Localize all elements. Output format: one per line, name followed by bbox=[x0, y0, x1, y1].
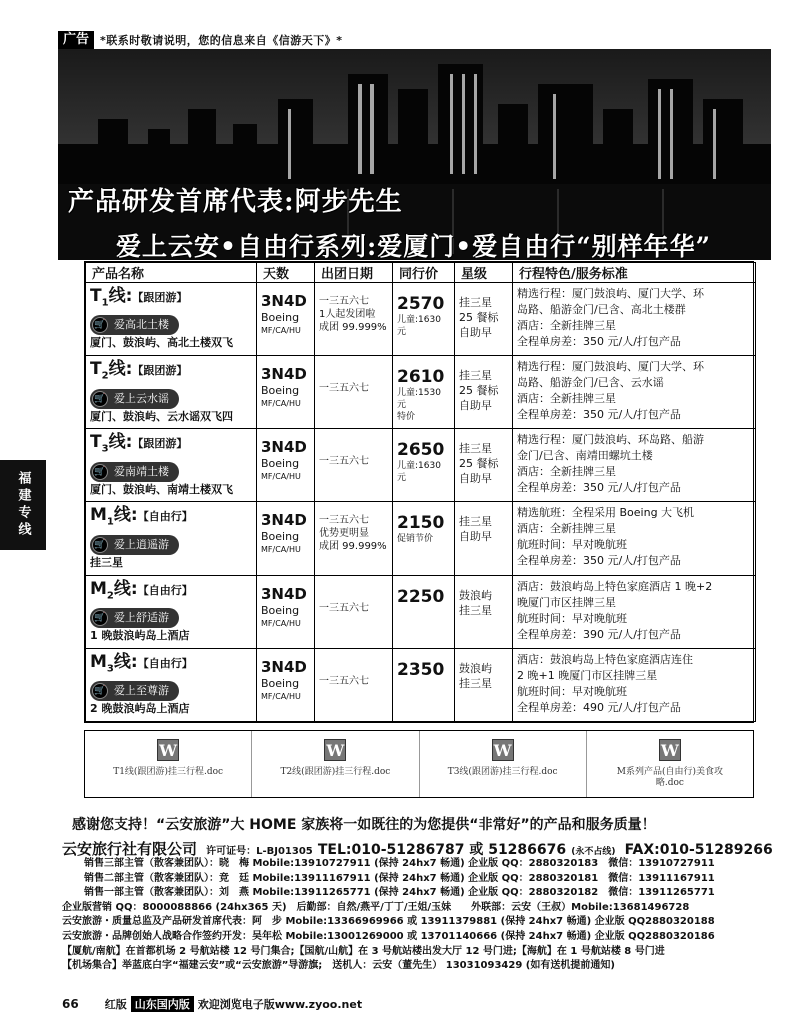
pill-label: 爱上至尊游 bbox=[114, 684, 169, 698]
cart-icon: 🛒 bbox=[92, 610, 108, 626]
line-type: 【跟团游】 bbox=[132, 437, 188, 451]
license-number: 许可证号：L-BJ01305 bbox=[206, 846, 313, 857]
price-cell bbox=[393, 575, 455, 648]
feature-line: 全程单房差：490 元/人/打包产品 bbox=[517, 700, 681, 714]
company-name: 云安旅行社有限公司 bbox=[62, 840, 198, 858]
line-name bbox=[90, 579, 252, 606]
price-cell bbox=[393, 648, 455, 721]
thanks-message: 感谢您支持！“云安旅游”大 HOME 家族将一如既往的为您提供“非常好”的产品和服务质量！ bbox=[72, 817, 656, 833]
word-doc-icon: W bbox=[157, 739, 179, 761]
star-cell bbox=[455, 648, 513, 721]
plane-type: Boeing bbox=[261, 457, 300, 471]
price-note: 儿童:1630 bbox=[397, 315, 441, 325]
product-cell bbox=[86, 648, 257, 721]
features-cell bbox=[513, 648, 756, 721]
departure-line: 一三五六七 bbox=[319, 515, 369, 527]
ad-tag: 广告 bbox=[58, 31, 94, 49]
star-line: 25 餐标 bbox=[459, 457, 499, 471]
star-line: 鼓浪屿 bbox=[459, 588, 492, 602]
doc-attachment[interactable] bbox=[85, 731, 252, 797]
route-text: 厦门、鼓浪屿、南靖土楼双飞 bbox=[90, 482, 233, 496]
line-letter: T bbox=[90, 359, 102, 380]
line-number: 1 bbox=[106, 516, 114, 528]
feature-line: 全程单房差：350 元/人/打包产品 bbox=[517, 408, 681, 422]
feature-line: 酒店：全新挂牌三星 bbox=[517, 319, 616, 332]
ad-strip bbox=[58, 31, 343, 49]
star-line: 挂三星 bbox=[459, 442, 492, 456]
header-product-name: 产品名称 bbox=[86, 263, 257, 283]
doc-filename: T3线(跟团游)挂三行程.doc bbox=[447, 767, 558, 777]
departure-line: 1人起发团啦 bbox=[319, 309, 376, 320]
plane-type: Boeing bbox=[261, 311, 300, 324]
feature-line: 酒店：鼓浪屿岛上特色家庭酒店连住 bbox=[517, 652, 693, 666]
company-tel: TEL:010-51286787 或 51286676 bbox=[317, 842, 567, 858]
departure-line: 一三五六七 bbox=[319, 383, 369, 395]
product-cell bbox=[86, 575, 257, 648]
product-pill bbox=[90, 681, 179, 701]
line-suffix: 线: bbox=[113, 505, 138, 526]
line-letter: T bbox=[90, 432, 102, 453]
pill-label: 爱南靖土楼 bbox=[114, 464, 169, 478]
feature-line: 酒店：全新挂牌三星 bbox=[517, 392, 616, 406]
star-line: 25 餐标 bbox=[459, 311, 499, 324]
company-line bbox=[62, 838, 773, 859]
word-doc-icon: W bbox=[324, 739, 346, 761]
edition-label: 红版 bbox=[104, 998, 127, 1011]
line-name bbox=[90, 286, 252, 313]
star-line: 鼓浪屿 bbox=[459, 661, 492, 675]
contact-list bbox=[62, 857, 774, 974]
star-line: 自助早 bbox=[459, 472, 492, 486]
product-pill bbox=[90, 462, 179, 482]
star-cell bbox=[455, 502, 513, 575]
features-cell bbox=[513, 283, 756, 356]
price-value: 2650 bbox=[397, 440, 445, 461]
line-number: 3 bbox=[101, 443, 109, 455]
line-number: 2 bbox=[101, 370, 109, 382]
star-cell bbox=[455, 429, 513, 502]
departure-cell bbox=[315, 283, 393, 356]
feature-line: 晚厦门市区挂牌三星 bbox=[517, 595, 616, 609]
table-row bbox=[86, 648, 756, 721]
route-text: 厦门、鼓浪屿、云水谣双飞四 bbox=[90, 409, 233, 423]
feature-line: 航班时间：早对晚航班 bbox=[517, 684, 627, 698]
price-note: 促销节价 bbox=[397, 534, 434, 545]
route-text: 1 晚鼓浪屿岛上酒店 bbox=[90, 629, 190, 643]
feature-line: 航班时间：早对晚航班 bbox=[517, 538, 627, 552]
cart-icon: 🛒 bbox=[92, 683, 108, 699]
departure-line: 一三五六七 bbox=[319, 296, 369, 307]
feature-line: 精选行程：厦门鼓浪屿、厦门大学、环 bbox=[517, 360, 704, 374]
plane-type: Boeing bbox=[261, 384, 300, 398]
feature-line: 全程单房差：350 元/人/打包产品 bbox=[517, 481, 681, 495]
price-note: 儿童:1630 bbox=[397, 461, 441, 472]
star-line: 自助早 bbox=[459, 326, 492, 339]
feature-line: 精选航班：全程采用 Boeing 大飞机 bbox=[517, 506, 695, 520]
days-cell bbox=[257, 429, 315, 502]
line-suffix: 线: bbox=[113, 578, 138, 599]
airlines: MF/CA/HU bbox=[261, 472, 301, 482]
star-cell bbox=[455, 356, 513, 429]
table-row bbox=[86, 429, 756, 502]
price-note: 元 bbox=[397, 400, 407, 411]
contact-line: 【厦航/南航】在首都机场 2 号航站楼 12 号门集合;【国航/山航】在 3 号航站楼出发大厅 12 号门进;【海航】在 1 号航站楼 8 号门进 bbox=[62, 945, 665, 957]
tel-note: (永不占线) bbox=[571, 847, 616, 857]
line-letter: T bbox=[90, 286, 102, 306]
line-number: 2 bbox=[106, 590, 114, 602]
contact-line: 企业版营销 QQ：8000088866 (24hx365 天) 后勤部：自然/燕平/丁丁/王姐/玉妹 外联部：云安（王叔）Mobile:13681496728 bbox=[62, 901, 690, 913]
airlines: MF/CA/HU bbox=[261, 618, 301, 628]
doc-filename: T2线(跟团游)挂三行程.doc bbox=[280, 767, 391, 777]
doc-attachments bbox=[84, 730, 754, 798]
departure-line: 一三五六七 bbox=[319, 675, 369, 687]
days-cell bbox=[257, 648, 315, 721]
feature-line: 2 晚+1 晚厦门市区挂牌三星 bbox=[517, 668, 658, 682]
departure-line: 优势更明显 bbox=[319, 528, 369, 540]
header-days: 天数 bbox=[257, 263, 315, 283]
line-suffix: 线: bbox=[108, 286, 133, 306]
days-value: 3N4D bbox=[261, 292, 307, 310]
departure-cell bbox=[315, 575, 393, 648]
header-features: 行程特色/服务标准 bbox=[513, 263, 756, 283]
cart-icon: 🛒 bbox=[92, 317, 108, 333]
price-value: 2610 bbox=[397, 367, 445, 388]
plane-type: Boeing bbox=[261, 530, 300, 544]
doc-attachment[interactable] bbox=[420, 731, 587, 797]
product-pill bbox=[90, 535, 179, 555]
product-cell bbox=[86, 283, 257, 356]
departure-cell bbox=[315, 648, 393, 721]
pill-label: 爱上舒适游 bbox=[114, 611, 169, 625]
departure-line: 成团 99.999% bbox=[319, 541, 387, 553]
star-line: 自助早 bbox=[459, 399, 492, 413]
features-cell bbox=[513, 575, 756, 648]
star-line: 自助早 bbox=[459, 530, 492, 544]
price-value: 2150 bbox=[397, 513, 445, 534]
departure-cell bbox=[315, 502, 393, 575]
departure-cell bbox=[315, 356, 393, 429]
line-name bbox=[90, 359, 252, 386]
star-cell bbox=[455, 575, 513, 648]
price-note: 儿童:1530 bbox=[397, 388, 441, 399]
price-cell bbox=[393, 283, 455, 356]
feature-line: 酒店：全新挂牌三星 bbox=[517, 465, 616, 479]
feature-line: 航班时间：早对晚航班 bbox=[517, 611, 627, 625]
plane-type: Boeing bbox=[261, 676, 300, 690]
days-value: 3N4D bbox=[261, 657, 307, 676]
hero-subtitle: 爱上云安•自由行系列:爱厦门•爱自由行“别样年华” bbox=[116, 232, 711, 260]
days-value: 3N4D bbox=[261, 584, 307, 603]
line-suffix: 线: bbox=[113, 651, 138, 672]
days-cell bbox=[257, 575, 315, 648]
cart-icon: 🛒 bbox=[92, 464, 108, 480]
price-cell bbox=[393, 429, 455, 502]
price-value: 2570 bbox=[397, 294, 445, 314]
page-footer bbox=[62, 996, 362, 1012]
product-pill bbox=[90, 315, 179, 335]
price-cell bbox=[393, 356, 455, 429]
hero-title: 产品研发首席代表:阿步先生 bbox=[68, 187, 403, 217]
price-cell bbox=[393, 502, 455, 575]
days-value: 3N4D bbox=[261, 438, 307, 457]
feature-line: 酒店：鼓浪屿岛上特色家庭酒店 1 晚+2 bbox=[517, 579, 713, 593]
table-row bbox=[86, 575, 756, 648]
company-fax: FAX:010-51289266 bbox=[624, 842, 773, 858]
contact-line: 销售二部主管（散客兼团队）：竞 廷 Mobile:13911167911 (保持 24hx7 畅通) 企业版 QQ：2880320181 微信：13911167911 bbox=[84, 872, 715, 884]
features-cell bbox=[513, 502, 756, 575]
features-cell bbox=[513, 429, 756, 502]
airlines: MF/CA/HU bbox=[261, 326, 301, 335]
line-name bbox=[90, 505, 252, 532]
line-name bbox=[90, 652, 252, 679]
product-cell bbox=[86, 429, 257, 502]
price-note: 元 bbox=[397, 327, 407, 337]
airlines: MF/CA/HU bbox=[261, 399, 301, 409]
line-letter: M bbox=[90, 578, 107, 599]
airlines: MF/CA/HU bbox=[261, 545, 301, 555]
star-line: 挂三星 bbox=[459, 369, 492, 383]
contact-line: 云安旅游・品牌创始人战略合作签约开发：吴年松 Mobile:13001269000 或 13701140666 (保持 24hx7 畅通) 企业版 QQ2880320186 bbox=[62, 930, 715, 942]
feature-line: 精选行程：厦门鼓浪屿、厦门大学、环 bbox=[517, 287, 704, 300]
feature-line: 全程单房差：350 元/人/打包产品 bbox=[517, 554, 681, 568]
section-label: 山东国内版 bbox=[131, 996, 194, 1012]
header-departure: 出团日期 bbox=[315, 263, 393, 283]
price-value: 2250 bbox=[397, 586, 445, 607]
line-type: 【跟团游】 bbox=[132, 364, 188, 378]
price-note: 特价 bbox=[397, 412, 416, 423]
product-cell bbox=[86, 502, 257, 575]
departure-line: 一三五六七 bbox=[319, 456, 369, 468]
table-header-row bbox=[86, 263, 756, 283]
contact-line: 云安旅游・质量总监及产品研发首席代表：阿 步 Mobile:13366969966 或 13911379881 (保持 24hx7 畅通) 企业版 QQ2880320188 bbox=[62, 916, 715, 928]
page-number: 66 bbox=[62, 997, 79, 1011]
table-row bbox=[86, 502, 756, 575]
days-value: 3N4D bbox=[261, 511, 307, 530]
departure-line: 成团 99.999% bbox=[319, 322, 387, 333]
feature-line: 岛路、船游金门/已含、云水谣 bbox=[517, 376, 664, 390]
plane-type: Boeing bbox=[261, 603, 300, 617]
feature-line: 全程单房差：350 元/人/打包产品 bbox=[517, 335, 681, 348]
word-doc-icon: W bbox=[492, 739, 514, 761]
hero-banner bbox=[58, 49, 771, 260]
line-name bbox=[90, 432, 252, 459]
days-cell bbox=[257, 356, 315, 429]
star-cell bbox=[455, 283, 513, 356]
line-suffix: 线: bbox=[108, 432, 133, 453]
line-letter: M bbox=[90, 651, 107, 672]
header-star: 星级 bbox=[455, 263, 513, 283]
route-text: 2 晚鼓浪屿岛上酒店 bbox=[90, 702, 190, 716]
feature-line: 酒店：全新挂牌三星 bbox=[517, 522, 616, 536]
contact-line: 销售三部主管（散客兼团队）：晓 梅 Mobile:13910727911 (保持 24hx7 畅通) 企业版 QQ：2880320183 微信：13910727911 bbox=[84, 858, 715, 869]
header-price: 同行价 bbox=[393, 263, 455, 283]
days-cell bbox=[257, 283, 315, 356]
cart-icon: 🛒 bbox=[92, 537, 108, 553]
feature-line: 金门/已含、南靖田螺坑土楼 bbox=[517, 449, 653, 463]
doc-attachment[interactable] bbox=[252, 731, 419, 797]
side-tab bbox=[0, 460, 46, 550]
star-line: 挂三星 bbox=[459, 676, 492, 690]
welcome-text: 欢迎浏览电子版www.zyoo.net bbox=[197, 998, 363, 1011]
word-doc-icon: W bbox=[659, 739, 681, 761]
departure-cell bbox=[315, 429, 393, 502]
cart-icon: 🛒 bbox=[92, 391, 108, 407]
pill-label: 爱高北土楼 bbox=[114, 318, 169, 332]
route-text: 厦门、鼓浪屿、高北土楼双飞 bbox=[90, 336, 233, 350]
star-line: 25 餐标 bbox=[459, 384, 499, 398]
product-cell bbox=[86, 356, 257, 429]
line-number: 1 bbox=[101, 297, 109, 309]
days-value: 3N4D bbox=[261, 365, 307, 384]
line-letter: M bbox=[90, 505, 107, 526]
pill-label: 爱上逍遥游 bbox=[114, 537, 169, 551]
table-row bbox=[86, 283, 756, 356]
pill-label: 爱上云水谣 bbox=[114, 391, 169, 405]
table-row bbox=[86, 356, 756, 429]
line-suffix: 线: bbox=[108, 359, 133, 380]
days-cell bbox=[257, 502, 315, 575]
product-pill bbox=[90, 389, 179, 409]
feature-line: 精选行程：厦门鼓浪屿、环岛路、船游 bbox=[517, 433, 704, 447]
ad-note: *联系时敬请说明，您的信息来自《信游天下》* bbox=[100, 34, 343, 47]
star-line: 挂三星 bbox=[459, 603, 492, 617]
side-tab-label: 福建专线 bbox=[15, 471, 31, 539]
line-type: 【自由行】 bbox=[137, 656, 193, 670]
contact-line: 【机场集合】举蓝底白字“福建云安”或“云安旅游”导游旗; 送机人：云安（董先生） 13031093429 (如有送机提前通知) bbox=[62, 960, 615, 972]
line-type: 【自由行】 bbox=[137, 510, 193, 524]
feature-line: 岛路、船游金门/已含、高北土楼群 bbox=[517, 303, 686, 316]
airlines: MF/CA/HU bbox=[261, 691, 301, 701]
departure-line: 一三五六七 bbox=[319, 602, 369, 614]
feature-line: 全程单房差：390 元/人/打包产品 bbox=[517, 627, 681, 641]
features-cell bbox=[513, 356, 756, 429]
price-value: 2350 bbox=[397, 659, 445, 680]
line-number: 3 bbox=[106, 663, 114, 675]
line-type: 【自由行】 bbox=[137, 583, 193, 597]
doc-filename: T1线(跟团游)挂三行程.doc bbox=[113, 767, 224, 777]
star-line: 挂三星 bbox=[459, 296, 492, 309]
price-note: 元 bbox=[397, 473, 407, 484]
doc-attachment[interactable] bbox=[587, 731, 753, 797]
product-table bbox=[84, 261, 754, 723]
route-text: 挂三星 bbox=[90, 555, 123, 569]
star-line: 挂三星 bbox=[459, 515, 492, 529]
product-pill bbox=[90, 608, 179, 628]
doc-filename: M系列产品(自由行)美食攻略.doc bbox=[616, 767, 723, 788]
line-type: 【跟团游】 bbox=[132, 291, 188, 304]
contact-line: 销售一部主管（散客兼团队）：刘 燕 Mobile:13911265771 (保持 24hx7 畅通) 企业版 QQ：2880320182 微信：13911265771 bbox=[84, 887, 715, 899]
